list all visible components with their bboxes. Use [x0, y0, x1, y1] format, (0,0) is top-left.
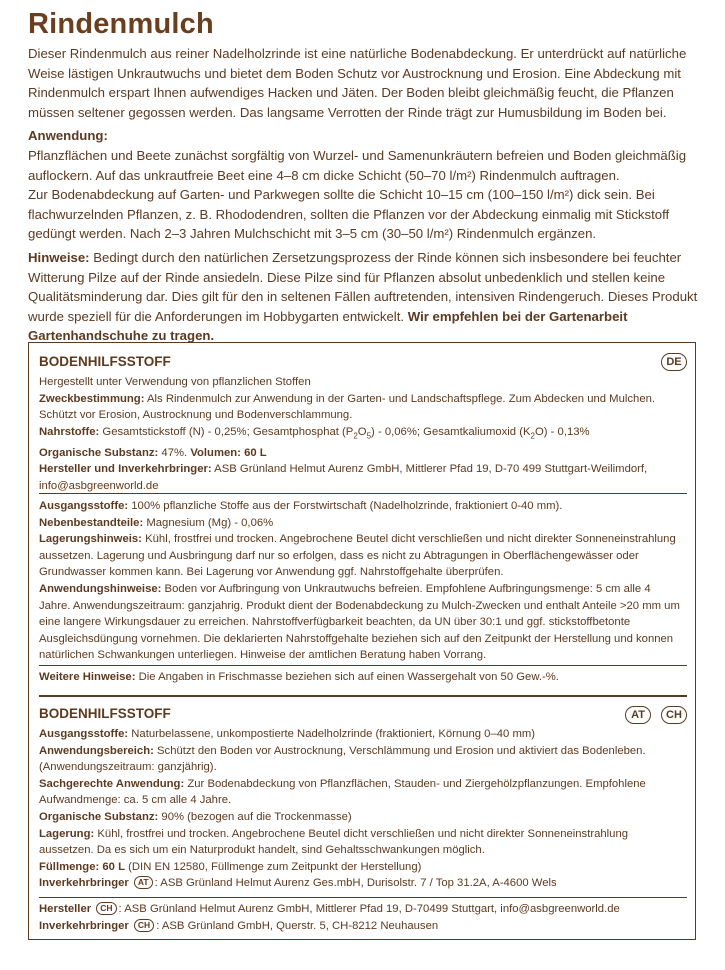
- atch-ausg-text: Naturbelassene, unkompostierte Nadelholzrinde (fraktioniert, Körnung 0–40 mm): [131, 728, 536, 740]
- de-anw-label: Anwendungshinweise:: [39, 582, 162, 595]
- atch-fuellmenge: [39, 859, 685, 876]
- badge-at-small: AT: [134, 876, 153, 889]
- footer-inv-text: : ASB Grünland GmbH, Querstr. 5, CH-8212 Neuhausen: [156, 919, 439, 932]
- atch-declaration: [39, 705, 685, 892]
- intro-paragraph: Dieser Rindenmulch aus reiner Nadelholzrinde ist eine natürliche Bodenabdeckung. Er unterdrückt auf natürliche Weise lästigen Unkrautwuchs und bietet dem Boden Schutz vor Austrocknung und Erosion. Eine Abdeckung mit Rindenmulch erspart Ihnen aufwendiges Hacken und Jäten. Der Boden bleibt gleichmäßig feucht, die Pflanzen müssen seltener gegossen werden. Das langsame Verrotten der Rinde trägt zur Humusbildung im Boden bei.: [28, 46, 687, 120]
- de-line1: Hergestellt unter Verwendung von pflanzlichen Stoffen: [39, 376, 311, 388]
- de-details: [39, 498, 685, 664]
- de-zweck-text: Als Rindenmulch zur Anwendung in der Garten- und Landschaftspflege. Zum Abdecken und Mulchen. Schützt vor Erosion, Austrocknung und Bodenverschlammung.: [39, 392, 656, 422]
- de-volumen: Volumen: 60 L: [190, 446, 267, 459]
- anwendung-paragraph-1: Pflanzflächen und Beete zunächst sorgfältig von Wurzel- und Samenunkräutern befreien und Boden gleichmäßig auflockern. Auf das unkrautfreie Beet eine 4–8 cm dicke Schicht (50–70 l/m²) Rindenmulch auftragen.: [28, 147, 687, 183]
- de-heading: BODENHILFSSTOFF: [39, 354, 171, 369]
- product-description: [28, 44, 698, 350]
- de-lagerung: [39, 531, 685, 581]
- atch-fuell-text: (DIN EN 12580, Füllmenge zum Zeitpunkt der Herstellung): [128, 860, 422, 873]
- declaration-box: [28, 342, 696, 940]
- atch-inv-label: Inverkehrbringer: [39, 877, 129, 890]
- de-nebenbestandteile: [39, 515, 685, 532]
- de-herst-label: Hersteller und Inverkehrbringer:: [39, 463, 212, 476]
- atch-sach-label: Sachgerechte Anwendung:: [39, 777, 185, 790]
- atch-ber-label: Anwendungsbereich:: [39, 744, 154, 757]
- badge-ch-small: CH: [96, 902, 116, 915]
- de-neben-label: Nebenbestandteile:: [39, 516, 144, 529]
- atch-ausgangsstoffe: [39, 726, 685, 743]
- atch-lagerung: [39, 826, 685, 859]
- divider: [39, 665, 687, 666]
- divider-thick: [39, 695, 687, 697]
- footer-hersteller: [39, 901, 685, 918]
- atch-heading: BODENHILFSSTOFF: [39, 706, 171, 721]
- footer-inverkehrbringer: [39, 918, 685, 935]
- hinweise-bold: Wir empfehlen bei der Gartenarbeit Gartenhandschuhe zu tragen.: [28, 308, 628, 344]
- de-ausg-label: Ausgangsstoffe:: [39, 500, 129, 512]
- hinweise-label: Hinweise:: [28, 249, 90, 265]
- de-org-label: Organische Substanz:: [39, 446, 159, 459]
- de-org-value: 47%.: [161, 446, 188, 459]
- atch-organisch: [39, 809, 685, 826]
- de-ausg-text: 100% pflanzliche Stoffe aus der Forstwirtschaft (Nadelholzrinde, fraktioniert 0-40 mm).: [131, 500, 563, 512]
- atch-fuell-label: Füllmenge: 60 L: [39, 860, 125, 873]
- badge-ch: CH: [661, 706, 687, 724]
- atch-lager-label: Lagerung:: [39, 827, 95, 840]
- anwendung-heading: Anwendung:: [28, 128, 108, 144]
- de-naehr-d: O) - 0,13%: [534, 425, 590, 438]
- ch-footer: [39, 901, 685, 934]
- de-naehr-c: ) - 0,06%; Gesamtkaliumoxid (K: [371, 425, 531, 438]
- de-anwendungshinweise: [39, 581, 685, 664]
- badge-de: DE: [661, 353, 687, 371]
- atch-ausg-label: Ausgangsstoffe:: [39, 728, 129, 740]
- de-anw-text: Boden vor Aufbringung von Unkrautwuchs befreien. Empfohlene Aufbringungsmenge: 5 cm alle 4 Jahre. Anwendungszeitraum: ganzjahrig. Produkt dient der Bodenabdeckung zu Mulch-Zwecken und enthalt Anteile >20 mm um eine langere Wirkungsdauer zu erreichen. Nahrstoffverfügbarkeit beachten, da UN über 30:1 und ggf. stickstoffbetonte Ausgleichsdüngung vornehmen. Die deklarierten Nahrstoffgehalte beziehen sich auf den Zeitpunkt der Herstellung und konnen natürlichen Schwankungen unterliegen. Hinweise der amtlichen Beratung haben Vorrang.: [39, 582, 680, 662]
- hinweise-text: Bedingt durch den natürlichen Zersetzungsprozess der Rinde können sich insbesondere bei feuchter Witterung Pilze auf der Rinde ansiedeln. Diese Pilze sind für Pflanzen absolut unbedenklich und stellen keine Qualitätsminderung dar. Dies gilt für den in seltenen Fällen auftretenden, intensiven Rindengeruch. Dieses Produkt wurde speziell für die Anforderungen im Hobbygarten entwickelt.: [28, 249, 698, 324]
- badge-ch-small: CH: [134, 919, 154, 932]
- atch-inv-text: : ASB Grünland Helmut Aurenz Ges.mbH, Durisolstr. 7 / Top 31.2A, A-4600 Wels: [154, 877, 557, 890]
- footer-inv-label: Inverkehrbringer: [39, 919, 129, 932]
- page-title: Rindenmulch: [28, 8, 214, 40]
- de-weitere: [39, 669, 685, 686]
- divider: [39, 493, 687, 494]
- footer-herst-label: Hersteller: [39, 903, 92, 915]
- de-weitere-label: Weitere Hinweise:: [39, 671, 136, 683]
- atch-sachgerecht: [39, 776, 685, 809]
- de-naehr-b: O: [357, 425, 367, 438]
- de-sub-5: 5: [366, 431, 372, 441]
- de-hersteller: [39, 461, 685, 494]
- atch-org-text: 90% (bezogen auf die Trockenmasse): [161, 810, 352, 823]
- de-ausgangsstoffe: [39, 498, 685, 515]
- anwendung-paragraph-2: Zur Bodenabdeckung auf Garten- und Parkwegen sollte die Schicht 10–15 cm (100–150 l/m²) dick sein. Bei flachwurzelnden Pflanzen, z. B. Rhododendren, sollten die Pflanzen vor der Abdeckung einmalig mit Stickstoff gedüngt werden. Nach 2–3 Jahren Mulchschicht mit 3–5 cm (30–50 l/m²) Rindenmulch ergänzen.: [28, 187, 670, 242]
- de-neben-text: Magnesium (Mg) - 0,06%: [146, 516, 274, 529]
- divider: [39, 897, 687, 898]
- de-naehrstoffe: [39, 424, 685, 445]
- atch-ber-text: Schützt den Boden vor Austrocknung, Verschlämmung und Erosion und aktiviert das Bodenleben. (Anwendungszeitraum: ganzjährig).: [39, 744, 646, 774]
- de-zweck-label: Zweckbestimmung:: [39, 392, 145, 405]
- footer-herst-text: : ASB Grünland Helmut Aurenz GmbH, Mittlerer Pfad 19, D-70499 Stuttgart, info@asbgreenworld.de: [118, 903, 620, 915]
- de-lager-text: Kühl, frostfrei und trocken. Angebrochene Beutel dicht verschließen und nicht direkter Sonneneinstrahlung aussetzen. Lagerung und Ausbringung darf nur so erfolgen, dass es nicht zu Abtragungen in Oberflächengewässer oder Grundwasser kommen kann. Bei Lagerung vor Anwendung ggf. Nahrstoffgehalte überprüfen.: [39, 533, 676, 579]
- de-weitere-hinweise: [39, 669, 685, 686]
- atch-sach-text: Zur Bodenabdeckung von Pflanzflächen, Stauden- und Ziergehölzpflanzungen. Empfohlene Aufwandmenge: ca. 5 cm alle 4 Jahre.: [39, 777, 646, 807]
- de-weitere-text: Die Angaben in Frischmasse beziehen sich auf einen Wassergehalt von 50 Gew.-%.: [138, 671, 559, 683]
- hinweise-paragraph: [28, 248, 698, 346]
- atch-inverkehrbringer: [39, 875, 685, 892]
- de-declaration: [39, 353, 685, 494]
- de-sub-2b: 2: [530, 431, 535, 441]
- de-sub-2a: 2: [353, 431, 358, 441]
- atch-lager-text: Kühl, frostfrei und trocken. Angebrochene Beutel dicht verschließen und nicht direkter Sonneneinstrahlung aussetzen. Da es sich um ein Naturprodukt handelt, sind Gehaltsschwankungen möglich.: [39, 827, 629, 857]
- atch-org-label: Organische Substanz:: [39, 810, 159, 823]
- de-organisch: [39, 445, 685, 462]
- de-herst-text: ASB Grünland Helmut Aurenz GmbH, Mittlerer Pfad 19, D-70 499 Stuttgart-Weilimdorf, info@asbgreenworld.de: [39, 463, 648, 492]
- badge-at: AT: [625, 706, 651, 724]
- de-naehr-label: Nahrstoffe:: [39, 425, 100, 438]
- de-zweck: [39, 391, 685, 424]
- de-lager-label: Lagerungshinweis:: [39, 533, 142, 546]
- de-naehr-a: Gesamtstickstoff (N) - 0,25%; Gesamtphosphat (P: [102, 425, 354, 438]
- atch-anwendungsbereich: [39, 743, 685, 776]
